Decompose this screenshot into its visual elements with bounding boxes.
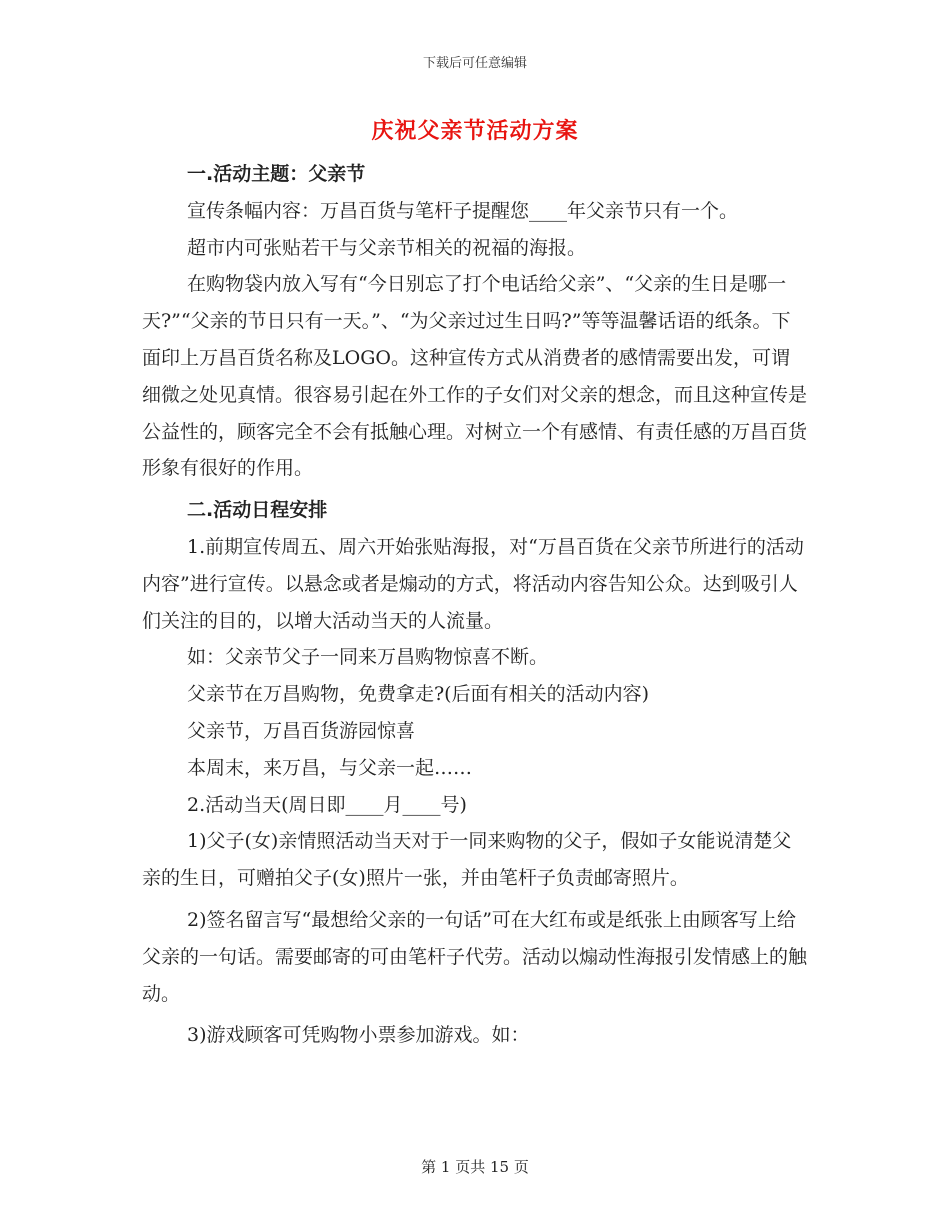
example-line-4: 本周末，来万昌，与父亲一起…… [187, 756, 473, 779]
section-heading-schedule: 二.活动日程安排 [187, 499, 328, 522]
paragraph-pre-publicity: 1.前期宣传周五、周六开始张贴海报，对“万昌百货在父亲节所进行的活动内容”进行宣传。以悬念或者是煽动的方式，将活动内容告知公众。达到吸引人们关注的目的，以增大活动当天的人流量。 [142, 535, 804, 632]
page-number-footer: 第 1 页共 15 页 [421, 1158, 529, 1176]
example-line-1: 如：父亲节父子一同来万昌购物惊喜不断。 [187, 646, 549, 669]
example-line-3: 父亲节，万昌百货游园惊喜 [187, 719, 416, 742]
section-heading-theme: 一.活动主题：父亲节 [187, 163, 366, 185]
paragraph-posters: 超市内可张贴若干与父亲节相关的祝福的海报。 [187, 236, 587, 259]
document-body [142, 156, 808, 1054]
page-header-note: 下载后可任意编辑 [422, 56, 527, 71]
paragraph-banner: 宣传条幅内容：万昌百货与笔杆子提醒您____年父亲节只有一个。 [187, 199, 739, 222]
document-title: 庆祝父亲节活动方案 [371, 118, 579, 144]
list-item-signature-message: 2)签名留言写“最想给父亲的一句话”可在大红布或是纸张上由顾客写上给父亲的一句话。需要邮寄的可由笔杆子代劳。活动以煽动性海报引发情感上的触动。 [142, 908, 808, 1005]
paragraph-event-day: 2.活动当天(周日即____月____号) [187, 793, 467, 816]
list-item-family-photo: 1)父子(女)亲情照活动当天对于一同来购物的父子，假如子女能说清楚父亲的生日，可赠拍父子(女)照片一张，并由笔杆子负责邮寄照片。 [142, 830, 792, 890]
paragraph-shopping-bags: 在购物袋内放入写有“今日别忘了打个电话给父亲”、“父亲的生日是哪一天?”“父亲的节日只有一天。”、“为父亲过过生日吗?”等等温馨话语的纸条。下面印上万昌百货名称及LOGO。这种宣传方式从消费者的感情需要出发，可谓细微之处见真情。很容易引起在外工作的子女们对父亲的想念，而且这种宣传是公益性的，顾客完全不会有抵触心理。对树立一个有感情、有责任感的万昌百货形象有很好的作用。 [142, 273, 808, 480]
example-line-2: 父亲节在万昌购物，免费拿走?(后面有相关的活动内容) [187, 683, 650, 706]
list-item-games: 3)游戏顾客可凭购物小票参加游戏。如： [187, 1024, 530, 1047]
